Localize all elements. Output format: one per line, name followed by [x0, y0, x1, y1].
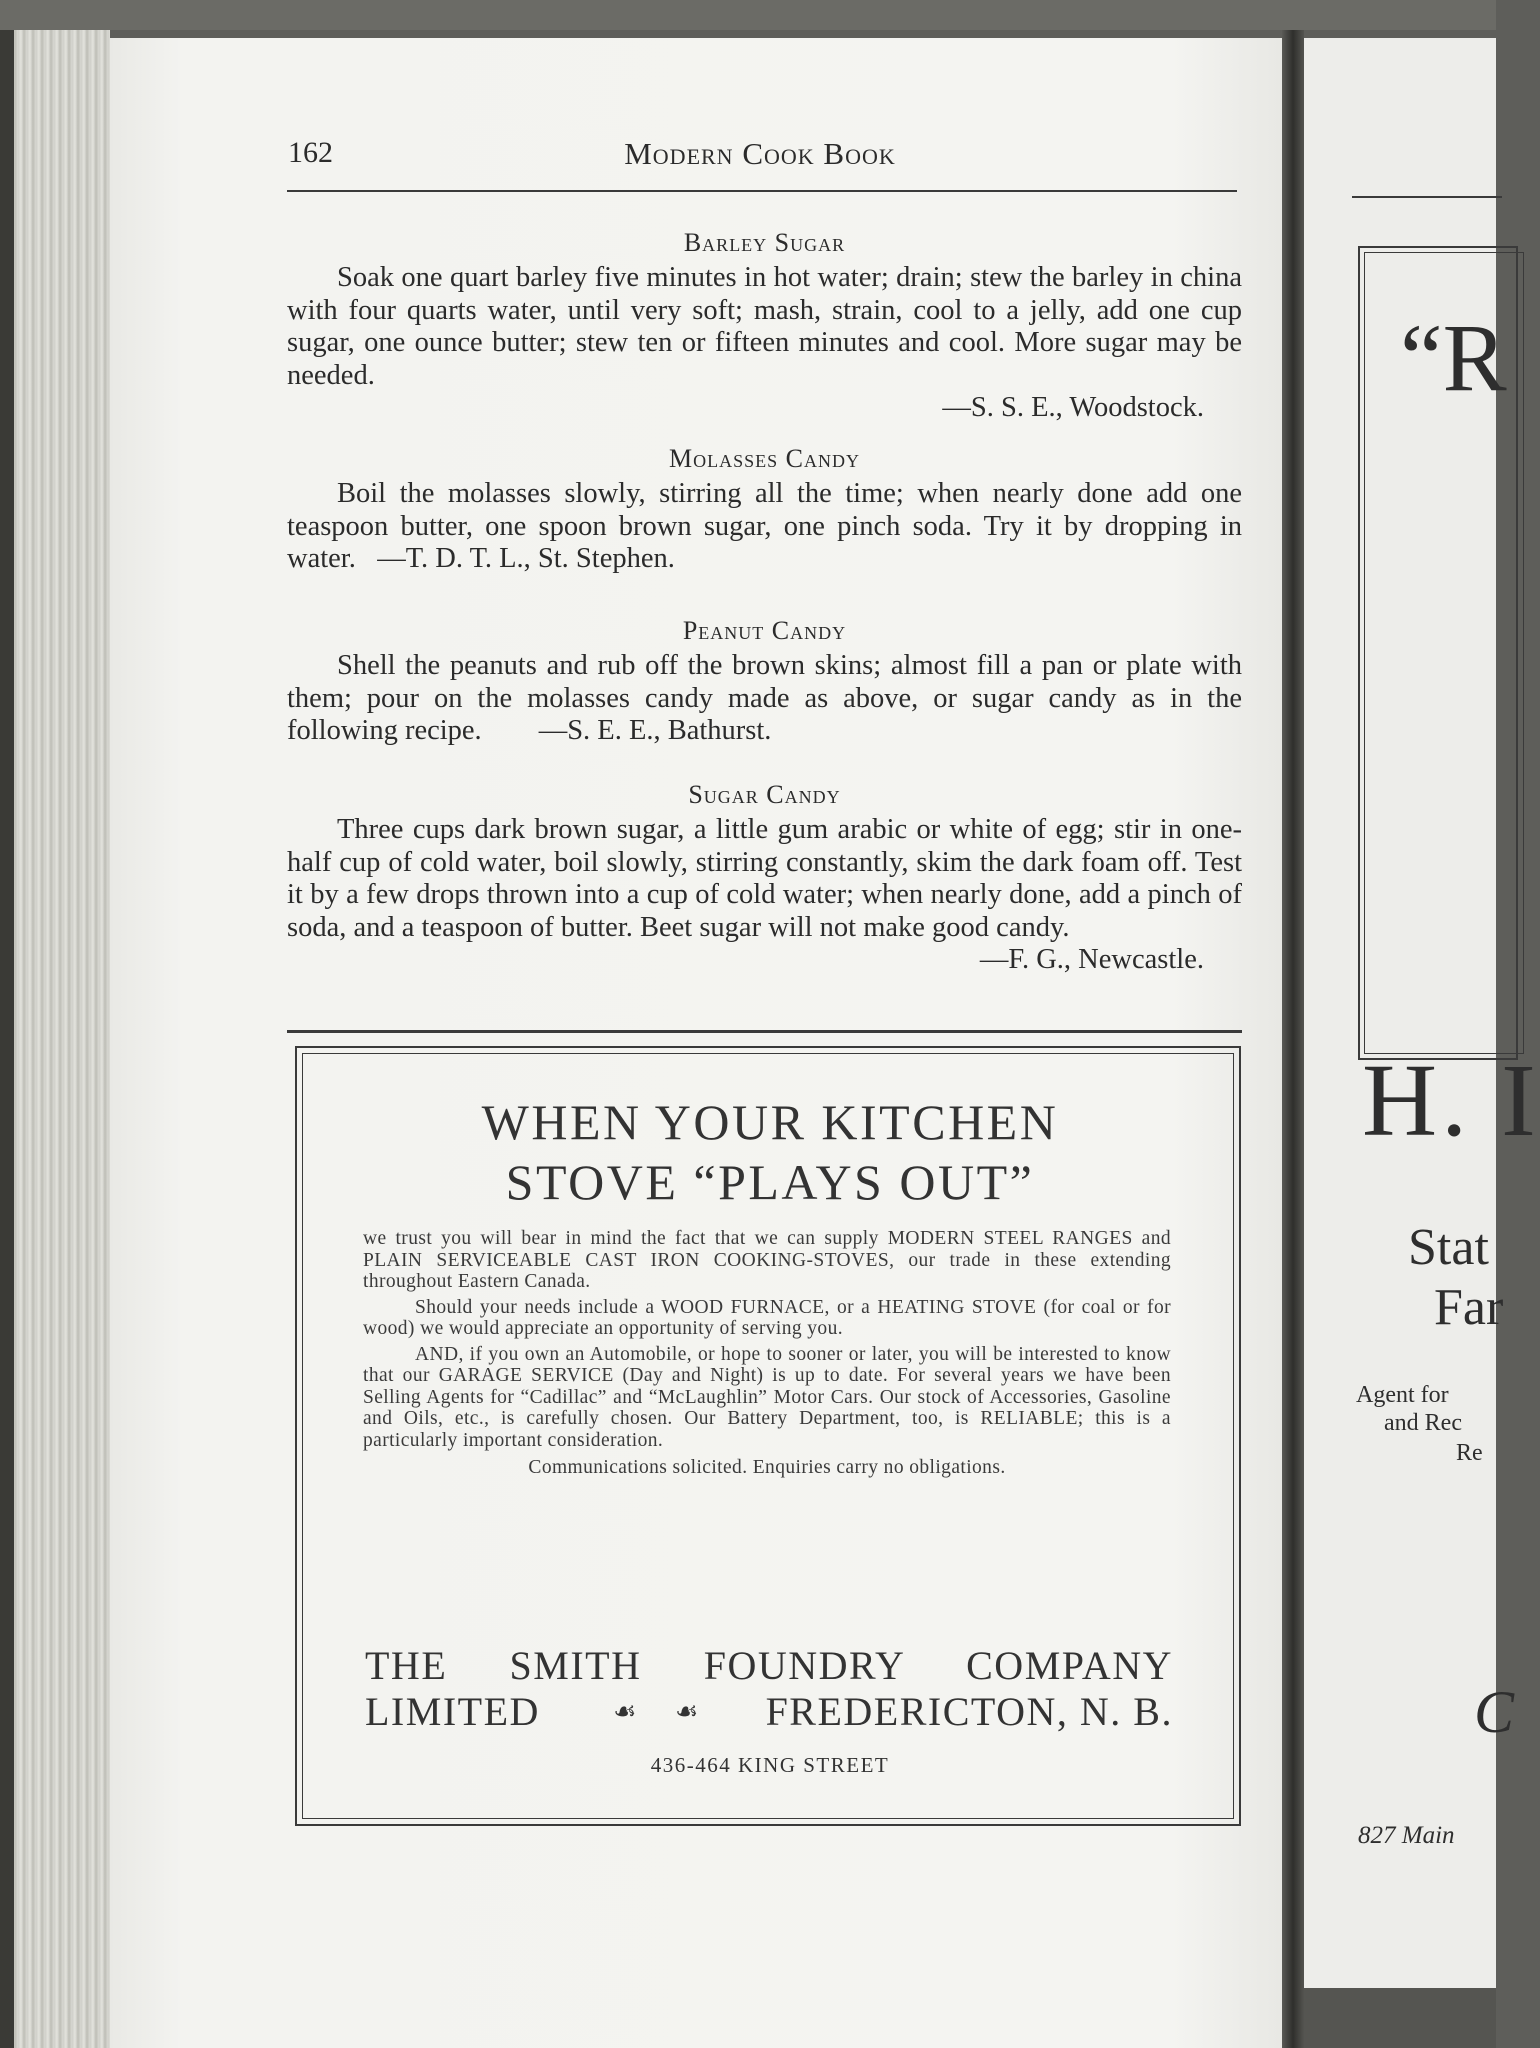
- book-page-edges: [0, 30, 110, 2048]
- company-limited: LIMITED: [365, 1689, 540, 1734]
- ad-paragraph: AND, if you own an Automobile, or hope to sooner or later, you will be interested to know that our GARAGE SERVICE (Day and Night) is up to date. For several years we have been Selling Agents for “Cadillac” and “McLaughlin” Motor Cars. Our stock of Accessories, Gasoline and Oils, etc., is carefully chosen. Our Battery Department, too, is RELIABLE; this is a particularly important consideration.: [363, 1343, 1171, 1451]
- recipe-title: Molasses Candy: [669, 444, 860, 473]
- facing-line-2: Far: [1434, 1279, 1504, 1336]
- recipe-body-text: Shell the peanuts and rub off the brown skins; almost fill a pan or plate with them; pour on the molasses candy made as above, or sugar candy as in the following recipe.: [287, 650, 1242, 746]
- ad-paragraph: we trust you will bear in mind the fact that we can supply MODERN STEEL RANGES and PLAIN SERVICEABLE CAST IRON COOKING-STOVES, our trade in these extending throughout Eastern Canada.: [363, 1228, 1171, 1292]
- ad-paragraph: Communications solicited. Enquiries carry no obligations.: [528, 1457, 1006, 1478]
- scan-top-band: [0, 0, 1496, 30]
- recipe-title: Sugar Candy: [688, 780, 841, 809]
- facing-page: [1304, 38, 1540, 2048]
- facing-agent-line-1: Agent for: [1356, 1382, 1449, 1408]
- facing-page-bottom-shadow: [1304, 1988, 1496, 2048]
- recipe-body: Three cups dark brown sugar, a little gum arabic or white of egg; stir in one-half cup of cold water, boil slowly, stirring constantly, skim the dark foam off. Test it by a few drops thrown into a cup of cold water; when nearly done, add a pinch of soda, and a teaspoon of butter. Beet sugar will not make good candy.: [287, 814, 1242, 943]
- recipe-body: [287, 650, 1242, 748]
- facing-line-1: Stat: [1408, 1219, 1489, 1276]
- recipe-credit: —F. G., Newcastle.: [979, 944, 1204, 975]
- running-head: Modern Cook Book: [624, 136, 896, 171]
- facing-heading-fragment: H. I: [1362, 1043, 1540, 1158]
- company-name: [365, 1643, 1173, 1735]
- advertisement-headline: [320, 1092, 1220, 1212]
- recipe-body: [287, 478, 1242, 576]
- company-line-2: [365, 1689, 1173, 1735]
- recipe-molasses-candy: [287, 444, 1242, 576]
- facing-header-rule: [1352, 196, 1502, 198]
- page-number: 162: [288, 136, 333, 169]
- recipe-sugar-candy: [287, 780, 1242, 977]
- recipe-credit: —T. D. T. L., St. Stephen.: [377, 543, 675, 574]
- header-rule: [287, 190, 1237, 192]
- recipe-body: Soak one quart barley five minutes in hot water; drain; stew the barley in china with four quarts water, until very soft; mash, strain, cool to a jelly, add one cup sugar, one ounce butter; stew ten or fifteen minutes and cool. More sugar may be needed.: [287, 262, 1242, 391]
- facing-agent-line-3: Re: [1456, 1440, 1483, 1466]
- facing-address-fragment: 827 Main: [1358, 1822, 1455, 1849]
- facing-agent-line-2: and Rec: [1384, 1410, 1462, 1436]
- advertisement-copy: [363, 1228, 1171, 1483]
- facing-script-fragment: C: [1474, 1679, 1515, 1745]
- recipe-credit: —S. S. E., Woodstock.: [942, 392, 1204, 423]
- company-location: FREDERICTON, N. B.: [765, 1689, 1173, 1734]
- book-cover-edge: [0, 30, 14, 2048]
- recipe-title: Barley Sugar: [683, 228, 846, 257]
- section-rule: [287, 1030, 1242, 1033]
- book-gutter: [1282, 30, 1304, 2048]
- recipe-credit: —S. E. E., Bathurst.: [538, 715, 772, 746]
- headline-line-1: WHEN YOUR KITCHEN: [481, 1094, 1059, 1150]
- recipe-title: Peanut Candy: [682, 616, 847, 645]
- fleuron-ornament-icon: ☙ ☙: [613, 1697, 715, 1726]
- recipe-peanut-candy: [287, 616, 1242, 748]
- company-line-1: THE SMITH FOUNDRY COMPANY: [365, 1643, 1173, 1688]
- headline-line-2: STOVE “PLAYS OUT”: [505, 1154, 1035, 1210]
- recipe-body-text: Boil the molasses slowly, stirring all the time; when nearly done add one teaspoon butter, one spoon brown sugar, one pinch soda. Try it by dropping in water.: [287, 478, 1242, 574]
- facing-quote-fragment: “R: [1400, 304, 1507, 411]
- company-address: 436-464 KING STREET: [650, 1753, 890, 1777]
- recipe-barley-sugar: [287, 228, 1242, 425]
- ad-paragraph: Should your needs include a WOOD FURNACE, or a HEATING STOVE (for coal or for wood) we would appreciate an opportunity of serving you.: [363, 1296, 1171, 1339]
